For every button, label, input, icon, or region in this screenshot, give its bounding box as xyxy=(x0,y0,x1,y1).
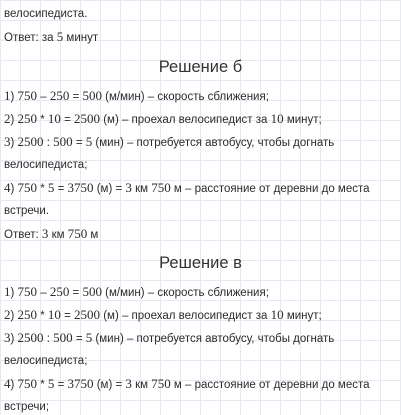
step-line: 1) 750 – 250 = 500 (м/мин) – скорость сближения; xyxy=(4,284,269,299)
step-line: велосипедиста; xyxy=(4,159,88,171)
step-line: 1) 750 – 250 = 500 (м/мин) – скорость сближения; xyxy=(4,88,269,103)
answer-line-b: Ответ: 3 км 750 м xyxy=(4,226,99,241)
step-line: 3) 2500 : 500 = 5 (мин) – потребуется автобусу, чтобы догнать xyxy=(4,134,335,149)
step-line: встречи; xyxy=(4,401,50,413)
text-line-continuation: велосипедиста. xyxy=(4,8,88,20)
step-line: 4) 750 * 5 = 3750 (м) = 3 км 750 м – расстояние от деревни до места xyxy=(4,180,370,195)
step-line: велосипедиста; xyxy=(4,355,88,367)
step-line: 2) 250 * 10 = 2500 (м) – проехал велосипедист за 10 минут; xyxy=(4,307,322,322)
section-heading-b: Решение б xyxy=(158,58,243,76)
step-line: встречи. xyxy=(4,205,50,217)
answer-line-a: Ответ: за 5 минут xyxy=(4,29,99,44)
step-line: 2) 250 * 10 = 2500 (м) – проехал велосипедист за 10 минут; xyxy=(4,111,322,126)
section-heading-v: Решение в xyxy=(159,254,242,272)
step-line: 3) 2500 : 500 = 5 (мин) – потребуется автобусу, чтобы догнать xyxy=(4,330,335,345)
step-line: 4) 750 * 5 = 3750 (м) = 3 км 750 м – расстояние от деревни до места xyxy=(4,376,370,391)
